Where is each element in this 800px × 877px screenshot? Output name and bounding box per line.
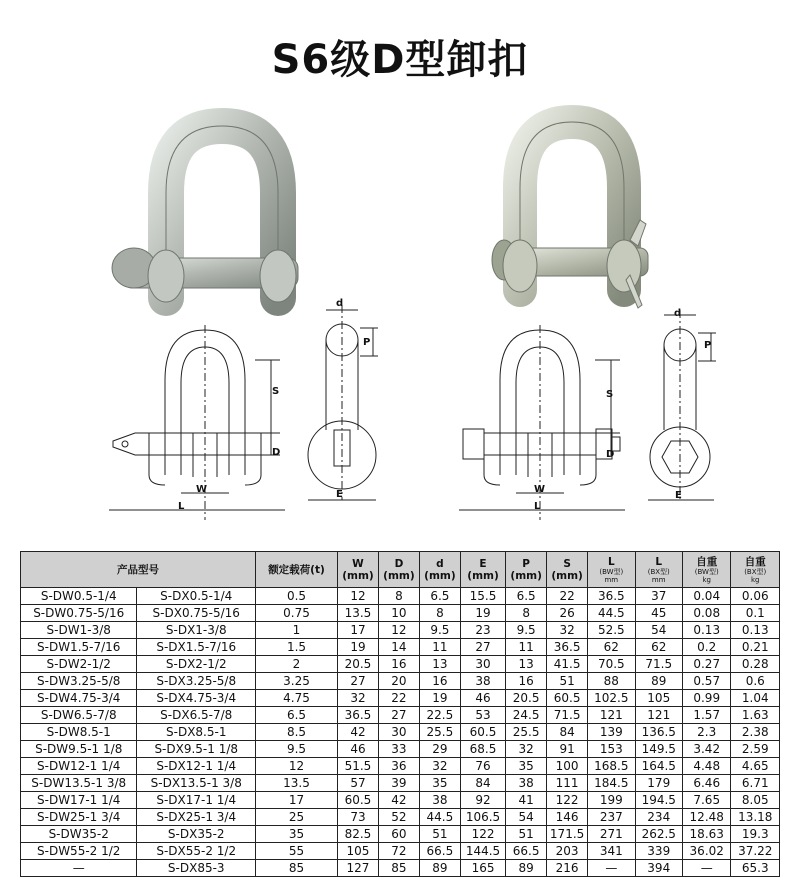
label-small-d-left: d — [336, 298, 344, 309]
model-dx-cell: S-DX55-2 1/2 — [137, 843, 256, 860]
table-row — [21, 690, 780, 707]
l-bw-cell: 199 — [588, 792, 635, 809]
model-dx-cell: S-DX0.5-1/4 — [137, 588, 256, 605]
table-row — [21, 707, 780, 724]
model-dx-cell: S-DX13.5-1 3/8 — [137, 775, 256, 792]
s-cell: 216 — [547, 860, 588, 877]
l-bw-cell: — — [588, 860, 635, 877]
w-cell: 13.5 — [337, 605, 378, 622]
l-bw-cell: 88 — [588, 673, 635, 690]
d-small-cell: 9.5 — [419, 622, 460, 639]
l-bw-cell: 102.5 — [588, 690, 635, 707]
table-header-row — [21, 552, 780, 588]
l-bx-cell: 179 — [635, 775, 682, 792]
w-cell: 46 — [337, 741, 378, 758]
table-row — [21, 741, 780, 758]
e-cell: 76 — [460, 758, 505, 775]
model-dw-cell: S-DW17-1 1/4 — [21, 792, 137, 809]
weight-bx-cell: 8.05 — [731, 792, 780, 809]
label-w-right: W — [534, 484, 546, 495]
weight-bx-cell: 0.28 — [731, 656, 780, 673]
load-cell: 1.5 — [256, 639, 338, 656]
model-dx-cell: S-DX0.75-5/16 — [137, 605, 256, 622]
d-small-cell: 13 — [419, 656, 460, 673]
l-bw-cell: 168.5 — [588, 758, 635, 775]
weight-bx-cell: 1.63 — [731, 707, 780, 724]
weight-bx-cell: 0.13 — [731, 622, 780, 639]
weight-bw-cell: — — [682, 860, 731, 877]
label-small-d-right: d — [674, 308, 682, 319]
l-bx-cell: 194.5 — [635, 792, 682, 809]
label-p-right: P — [704, 340, 712, 351]
w-cell: 27 — [337, 673, 378, 690]
model-dx-cell: S-DX1-3/8 — [137, 622, 256, 639]
d-large-cell: 20 — [378, 673, 419, 690]
label-e-left: E — [336, 489, 343, 500]
label-p-left: P — [363, 337, 371, 348]
model-dw-cell: S-DW55-2 1/2 — [21, 843, 137, 860]
d-large-cell: 22 — [378, 690, 419, 707]
p-cell: 13 — [506, 656, 547, 673]
w-cell: 36.5 — [337, 707, 378, 724]
weight-bx-cell: 19.3 — [731, 826, 780, 843]
d-small-cell: 66.5 — [419, 843, 460, 860]
weight-bx-cell: 4.65 — [731, 758, 780, 775]
l-bw-cell: 184.5 — [588, 775, 635, 792]
p-cell: 35 — [506, 758, 547, 775]
d-small-cell: 6.5 — [419, 588, 460, 605]
p-cell: 9.5 — [506, 622, 547, 639]
model-dx-cell: S-DX6.5-7/8 — [137, 707, 256, 724]
p-cell: 6.5 — [506, 588, 547, 605]
label-s-left: S — [272, 386, 280, 397]
e-cell: 68.5 — [460, 741, 505, 758]
load-cell: 17 — [256, 792, 338, 809]
e-cell: 60.5 — [460, 724, 505, 741]
weight-bw-cell: 2.3 — [682, 724, 731, 741]
p-cell: 32 — [506, 741, 547, 758]
model-dx-cell: S-DX8.5-1 — [137, 724, 256, 741]
model-dw-cell: S-DW4.75-3/4 — [21, 690, 137, 707]
d-large-cell: 30 — [378, 724, 419, 741]
weight-bw-cell: 4.48 — [682, 758, 731, 775]
model-dx-cell: S-DX25-1 3/4 — [137, 809, 256, 826]
w-cell: 73 — [337, 809, 378, 826]
s-cell: 26 — [547, 605, 588, 622]
p-cell: 41 — [506, 792, 547, 809]
label-l-left: L — [178, 501, 185, 512]
l-bw-cell: 52.5 — [588, 622, 635, 639]
header-weight-bx: 自重 (BX型) kg — [731, 552, 780, 588]
model-dx-cell: S-DX17-1 1/4 — [137, 792, 256, 809]
p-cell: 54 — [506, 809, 547, 826]
d-small-cell: 25.5 — [419, 724, 460, 741]
l-bx-cell: 105 — [635, 690, 682, 707]
l-bx-cell: 394 — [635, 860, 682, 877]
table-row — [21, 792, 780, 809]
table-row — [21, 656, 780, 673]
w-cell: 12 — [337, 588, 378, 605]
e-cell: 27 — [460, 639, 505, 656]
d-large-cell: 36 — [378, 758, 419, 775]
load-cell: 85 — [256, 860, 338, 877]
l-bw-cell: 70.5 — [588, 656, 635, 673]
d-small-cell: 89 — [419, 860, 460, 877]
p-cell: 20.5 — [506, 690, 547, 707]
load-cell: 8.5 — [256, 724, 338, 741]
weight-bx-cell: 0.1 — [731, 605, 780, 622]
s-cell: 41.5 — [547, 656, 588, 673]
l-bx-cell: 71.5 — [635, 656, 682, 673]
s-cell: 32 — [547, 622, 588, 639]
l-bw-cell: 36.5 — [588, 588, 635, 605]
weight-bx-cell: 65.3 — [731, 860, 780, 877]
load-cell: 25 — [256, 809, 338, 826]
d-small-cell: 29 — [419, 741, 460, 758]
table-row — [21, 809, 780, 826]
d-large-cell: 33 — [378, 741, 419, 758]
weight-bw-cell: 7.65 — [682, 792, 731, 809]
d-large-cell: 60 — [378, 826, 419, 843]
e-cell: 38 — [460, 673, 505, 690]
weight-bw-cell: 0.08 — [682, 605, 731, 622]
p-cell: 51 — [506, 826, 547, 843]
load-cell: 12 — [256, 758, 338, 775]
d-small-cell: 8 — [419, 605, 460, 622]
model-dx-cell: S-DX4.75-3/4 — [137, 690, 256, 707]
p-cell: 89 — [506, 860, 547, 877]
s-cell: 122 — [547, 792, 588, 809]
e-cell: 92 — [460, 792, 505, 809]
header-model: 产品型号 — [21, 552, 256, 588]
d-small-cell: 44.5 — [419, 809, 460, 826]
label-d-upper-right: D — [606, 449, 615, 460]
load-cell: 0.5 — [256, 588, 338, 605]
d-large-cell: 27 — [378, 707, 419, 724]
weight-bw-cell: 0.2 — [682, 639, 731, 656]
w-cell: 51.5 — [337, 758, 378, 775]
header-d-large: D (mm) — [378, 552, 419, 588]
load-cell: 3.25 — [256, 673, 338, 690]
model-dx-cell: S-DX9.5-1 1/8 — [137, 741, 256, 758]
weight-bw-cell: 6.46 — [682, 775, 731, 792]
w-cell: 42 — [337, 724, 378, 741]
d-small-cell: 51 — [419, 826, 460, 843]
w-cell: 57 — [337, 775, 378, 792]
spec-table — [20, 551, 780, 877]
s-cell: 203 — [547, 843, 588, 860]
d-large-cell: 8 — [378, 588, 419, 605]
l-bx-cell: 45 — [635, 605, 682, 622]
label-w-left: W — [196, 484, 208, 495]
table-row — [21, 673, 780, 690]
d-large-cell: 85 — [378, 860, 419, 877]
header-w: W (mm) — [337, 552, 378, 588]
d-small-cell: 38 — [419, 792, 460, 809]
label-e-right: E — [675, 490, 682, 501]
d-small-cell: 32 — [419, 758, 460, 775]
weight-bw-cell: 0.99 — [682, 690, 731, 707]
model-dw-cell: S-DW13.5-1 3/8 — [21, 775, 137, 792]
weight-bx-cell: 0.21 — [731, 639, 780, 656]
w-cell: 127 — [337, 860, 378, 877]
table-row — [21, 826, 780, 843]
d-large-cell: 52 — [378, 809, 419, 826]
s-cell: 51 — [547, 673, 588, 690]
e-cell: 122 — [460, 826, 505, 843]
load-cell: 1 — [256, 622, 338, 639]
header-l-bw: L (BW型) mm — [588, 552, 635, 588]
model-dw-cell: S-DW35-2 — [21, 826, 137, 843]
weight-bw-cell: 12.48 — [682, 809, 731, 826]
model-dx-cell: S-DX85-3 — [137, 860, 256, 877]
l-bx-cell: 54 — [635, 622, 682, 639]
model-dx-cell: S-DX2-1/2 — [137, 656, 256, 673]
header-weight-bw: 自重 (BW型) kg — [682, 552, 731, 588]
table-row — [21, 758, 780, 775]
d-large-cell: 12 — [378, 622, 419, 639]
header-e: E (mm) — [460, 552, 505, 588]
l-bx-cell: 89 — [635, 673, 682, 690]
bolt-side-view-drawing — [640, 305, 725, 515]
e-cell: 165 — [460, 860, 505, 877]
s-cell: 111 — [547, 775, 588, 792]
model-dx-cell: S-DX1.5-7/16 — [137, 639, 256, 656]
d-large-cell: 39 — [378, 775, 419, 792]
p-cell: 66.5 — [506, 843, 547, 860]
s-cell: 146 — [547, 809, 588, 826]
weight-bx-cell: 0.06 — [731, 588, 780, 605]
p-cell: 8 — [506, 605, 547, 622]
s-cell: 60.5 — [547, 690, 588, 707]
load-cell: 35 — [256, 826, 338, 843]
table-row — [21, 724, 780, 741]
table-row — [21, 588, 780, 605]
l-bx-cell: 149.5 — [635, 741, 682, 758]
w-cell: 82.5 — [337, 826, 378, 843]
w-cell: 105 — [337, 843, 378, 860]
weight-bw-cell: 0.13 — [682, 622, 731, 639]
s-cell: 100 — [547, 758, 588, 775]
weight-bx-cell: 2.38 — [731, 724, 780, 741]
table-row — [21, 775, 780, 792]
screw-pin-side-view-drawing — [298, 300, 388, 515]
model-dw-cell: S-DW3.25-5/8 — [21, 673, 137, 690]
d-large-cell: 42 — [378, 792, 419, 809]
p-cell: 25.5 — [506, 724, 547, 741]
l-bx-cell: 262.5 — [635, 826, 682, 843]
load-cell: 6.5 — [256, 707, 338, 724]
d-small-cell: 16 — [419, 673, 460, 690]
l-bw-cell: 153 — [588, 741, 635, 758]
l-bx-cell: 121 — [635, 707, 682, 724]
load-cell: 13.5 — [256, 775, 338, 792]
header-s: S (mm) — [547, 552, 588, 588]
weight-bw-cell: 3.42 — [682, 741, 731, 758]
model-dw-cell: S-DW25-1 3/4 — [21, 809, 137, 826]
l-bw-cell: 341 — [588, 843, 635, 860]
e-cell: 84 — [460, 775, 505, 792]
weight-bw-cell: 1.57 — [682, 707, 731, 724]
weight-bx-cell: 1.04 — [731, 690, 780, 707]
table-row — [21, 639, 780, 656]
model-dw-cell: — — [21, 860, 137, 877]
weight-bw-cell: 36.02 — [682, 843, 731, 860]
l-bw-cell: 271 — [588, 826, 635, 843]
w-cell: 19 — [337, 639, 378, 656]
label-s-right: S — [606, 389, 614, 400]
weight-bx-cell: 0.6 — [731, 673, 780, 690]
weight-bw-cell: 0.57 — [682, 673, 731, 690]
p-cell: 24.5 — [506, 707, 547, 724]
l-bx-cell: 37 — [635, 588, 682, 605]
table-row — [21, 860, 780, 877]
weight-bx-cell: 2.59 — [731, 741, 780, 758]
model-dw-cell: S-DW2-1/2 — [21, 656, 137, 673]
model-dw-cell: S-DW0.75-5/16 — [21, 605, 137, 622]
l-bx-cell: 339 — [635, 843, 682, 860]
header-d-small: d (mm) — [419, 552, 460, 588]
model-dw-cell: S-DW8.5-1 — [21, 724, 137, 741]
s-cell: 84 — [547, 724, 588, 741]
load-cell: 2 — [256, 656, 338, 673]
e-cell: 30 — [460, 656, 505, 673]
l-bw-cell: 121 — [588, 707, 635, 724]
weight-bx-cell: 6.71 — [731, 775, 780, 792]
w-cell: 32 — [337, 690, 378, 707]
d-small-cell: 19 — [419, 690, 460, 707]
s-cell: 22 — [547, 588, 588, 605]
p-cell: 11 — [506, 639, 547, 656]
l-bx-cell: 136.5 — [635, 724, 682, 741]
model-dx-cell: S-DX35-2 — [137, 826, 256, 843]
s-cell: 36.5 — [547, 639, 588, 656]
s-cell: 71.5 — [547, 707, 588, 724]
d-small-cell: 11 — [419, 639, 460, 656]
model-dw-cell: S-DW1-3/8 — [21, 622, 137, 639]
load-cell: 9.5 — [256, 741, 338, 758]
model-dw-cell: S-DW9.5-1 1/8 — [21, 741, 137, 758]
weight-bw-cell: 18.63 — [682, 826, 731, 843]
page-title: S6级D型卸扣 — [271, 37, 529, 83]
label-l-right: L — [534, 501, 541, 512]
load-cell: 4.75 — [256, 690, 338, 707]
w-cell: 20.5 — [337, 656, 378, 673]
e-cell: 23 — [460, 622, 505, 639]
p-cell: 38 — [506, 775, 547, 792]
table-row — [21, 605, 780, 622]
d-small-cell: 35 — [419, 775, 460, 792]
e-cell: 19 — [460, 605, 505, 622]
l-bw-cell: 237 — [588, 809, 635, 826]
s-cell: 171.5 — [547, 826, 588, 843]
weight-bx-cell: 37.22 — [731, 843, 780, 860]
l-bw-cell: 44.5 — [588, 605, 635, 622]
p-cell: 16 — [506, 673, 547, 690]
d-small-cell: 22.5 — [419, 707, 460, 724]
table-row — [21, 843, 780, 860]
model-dx-cell: S-DX12-1 1/4 — [137, 758, 256, 775]
spec-table-body — [21, 588, 780, 877]
model-dw-cell: S-DW0.5-1/4 — [21, 588, 137, 605]
header-load: 额定载荷(t) — [256, 552, 338, 588]
model-dw-cell: S-DW12-1 1/4 — [21, 758, 137, 775]
l-bx-cell: 164.5 — [635, 758, 682, 775]
e-cell: 106.5 — [460, 809, 505, 826]
l-bx-cell: 234 — [635, 809, 682, 826]
e-cell: 15.5 — [460, 588, 505, 605]
d-large-cell: 14 — [378, 639, 419, 656]
weight-bx-cell: 13.18 — [731, 809, 780, 826]
load-cell: 0.75 — [256, 605, 338, 622]
l-bx-cell: 62 — [635, 639, 682, 656]
header-l-bx: L (BX型) mm — [635, 552, 682, 588]
model-dx-cell: S-DX3.25-5/8 — [137, 673, 256, 690]
d-large-cell: 72 — [378, 843, 419, 860]
w-cell: 17 — [337, 622, 378, 639]
header-p: P (mm) — [506, 552, 547, 588]
w-cell: 60.5 — [337, 792, 378, 809]
bolt-shackle-photo — [480, 100, 660, 315]
d-large-cell: 16 — [378, 656, 419, 673]
screw-pin-shackle-photo — [108, 108, 308, 318]
e-cell: 46 — [460, 690, 505, 707]
d-large-cell: 10 — [378, 605, 419, 622]
e-cell: 53 — [460, 707, 505, 724]
label-d-upper-left: D — [272, 447, 281, 458]
l-bw-cell: 62 — [588, 639, 635, 656]
s-cell: 91 — [547, 741, 588, 758]
load-cell: 55 — [256, 843, 338, 860]
weight-bw-cell: 0.04 — [682, 588, 731, 605]
model-dw-cell: S-DW1.5-7/16 — [21, 639, 137, 656]
l-bw-cell: 139 — [588, 724, 635, 741]
model-dw-cell: S-DW6.5-7/8 — [21, 707, 137, 724]
weight-bw-cell: 0.27 — [682, 656, 731, 673]
table-row — [21, 622, 780, 639]
e-cell: 144.5 — [460, 843, 505, 860]
